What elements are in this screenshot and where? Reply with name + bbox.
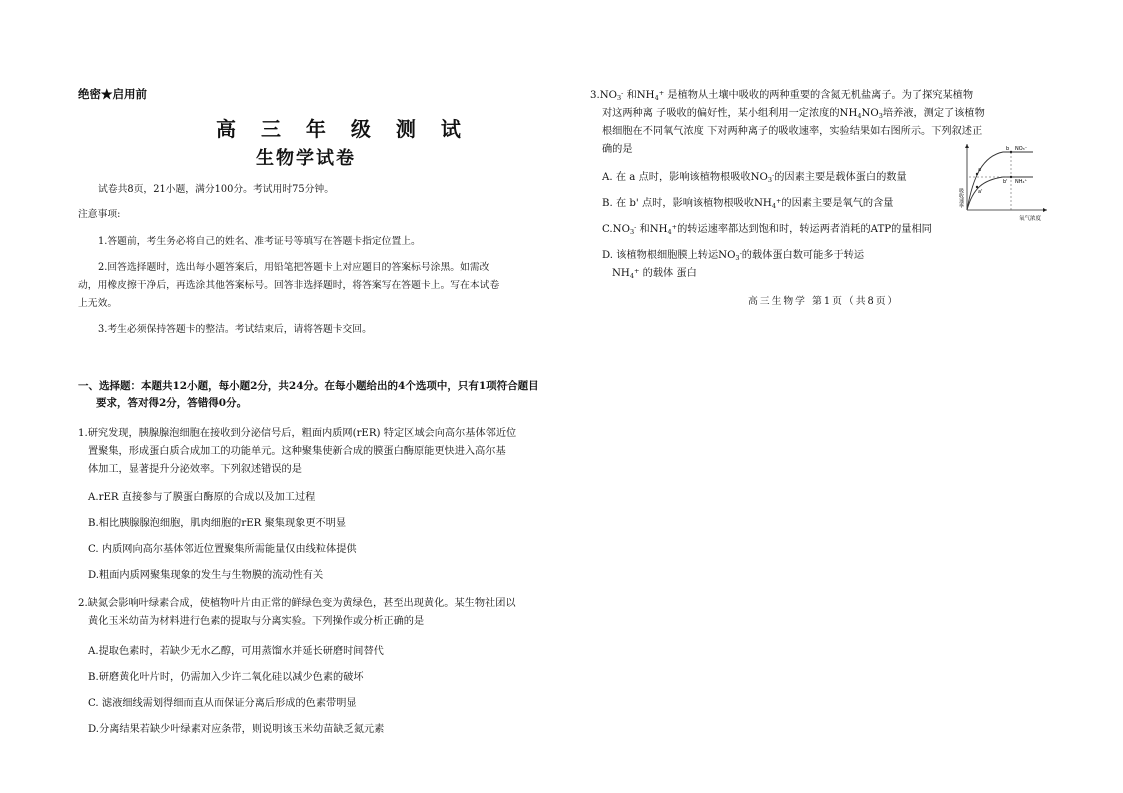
q1-stem-line-1: 1.研究发现，胰腺腺泡细胞在接收到分泌信号后，粗面内质网(rER) 特定区域会向高尔基体邻近位 <box>78 428 517 439</box>
series-label-no3: NO₃⁻ <box>1015 146 1028 152</box>
notice-item-1: 1.答题前，考生务必将自己的姓名、准考证号等填写在答题卡指定位置上。 <box>98 236 421 247</box>
q1-option-c: C. 内质网向高尔基体邻近位置聚集所需能量仅由线粒体提供 <box>88 544 357 555</box>
q3-option-c: $C.NO_3^-$ 和$NH_4^+$的转运速率都达到饱和时，转运两者消耗的ATP的量相同 <box>602 223 932 236</box>
q2-stem-line-1: 2.缺氮会影响叶绿素合成，使植物叶片由正常的鲜绿色变为黄绿色，甚至出现黄化。某生物社团以 <box>78 598 516 609</box>
point-b-prime-label: b' <box>1003 179 1008 185</box>
q3-stem-line-1: $3.NO_3^-$ 和$NH_4^+$ 是植物从土壤中吸收的两种重要的含氮无机盐离子。为了探究某植物 <box>590 89 974 102</box>
point-b-label: b <box>1006 146 1010 152</box>
q3-option-d-cont: $NH_4^+$ 的载体 蛋白 <box>612 267 697 280</box>
q1-stem-line-2: 置聚集，形成蛋白质合成加工的功能单元。这种聚集使新合成的膜蛋白酶原能更快进入高尔基 <box>88 446 506 457</box>
notice-item-2: 2.回答选择题时，选出每小题答案后，用铅笔把答题卡上对应题目的答案标号涂黑。如需改 <box>98 262 490 273</box>
point-a-prime-dot <box>976 186 978 188</box>
point-a-prime-label: a' <box>978 189 983 195</box>
q2-option-d: D.分离结果若缺少叶绿素对应条带，则说明该玉米幼苗缺乏氮元素 <box>88 724 385 735</box>
exam-title: 高 三 年 级 测 试 <box>216 117 470 141</box>
q1-stem-line-3: 体加工，显著提升分泌效率。下列叙述错误的是 <box>88 464 302 475</box>
q3-stem-line-4: 确的是 <box>602 144 633 155</box>
section-heading: 一、选择题：本题共12小题，每小题2分，共24分。在每小题给出的4个选项中，只有1项符合题目 <box>78 380 539 392</box>
x-axis-arrow <box>1043 208 1047 212</box>
q1-option-b: B.相比胰腺腺泡细胞，肌肉细胞的rER 聚集现象更不明显 <box>88 518 347 529</box>
notice-item-2-end: 上无效。 <box>78 298 118 309</box>
q3-option-b: B. 在 b' 点时，影响该植物根吸收$NH_4^+$的因素主要是氧气的含量 <box>602 197 894 210</box>
notice-item-3: 3.考生必须保持答题卡的整洁。考试结束后，请将答题卡交回。 <box>98 324 372 335</box>
q3-option-d: D. 该植物根细胞膜上转运$NO_3^-$的载体蛋白数可能多于转运 <box>602 249 865 262</box>
notice-item-2-cont: 动，用橡皮擦干净后，再选涂其他答案标号。回答非选择题时，将答案写在答题卡上。写在本试卷 <box>78 280 500 291</box>
q2-option-b: B.研磨黄化叶片时，仍需加入少许二氧化硅以减少色素的破坏 <box>88 672 364 683</box>
q2-option-c: C. 滤液细线需划得细而直从而保证分离后形成的色素带明显 <box>88 698 357 709</box>
q3-stem-line-2: 对这两种离 子吸收的偏好性，某小组利用一定浓度的$NH_4NO_3$培养液，测定了该植物 <box>602 108 985 120</box>
page-footer: 高三生物学 第1页（共8页） <box>748 296 900 307</box>
point-b-dot <box>1010 151 1012 153</box>
q3-stem-line-3: 根细胞在不同氧气浓度 下对两种离子的吸收速率，实验结果如右图所示。下列叙述正 <box>602 126 983 137</box>
exam-subtitle: 生物学试卷 <box>256 148 356 169</box>
series-label-nh4: NH₄⁺ <box>1015 179 1028 185</box>
absorption-rate-figure <box>957 140 1053 224</box>
point-a-label: a <box>978 167 982 173</box>
section-heading-cont: 要求，答对得2分，答错得0分。 <box>96 397 248 409</box>
notice-heading: 注意事项: <box>78 209 121 220</box>
figure-y-label: 吸收速率 <box>958 188 964 208</box>
exam-intro: 试卷共8页，21小题，满分100分。考试用时75分钟。 <box>98 184 335 195</box>
point-a-dot <box>976 173 978 175</box>
q1-option-a: A.rER 直接参与了膜蛋白酶原的合成以及加工过程 <box>88 492 316 503</box>
q2-stem-line-2: 黄化玉米幼苗为材料进行色素的提取与分离实验。下列操作或分析正确的是 <box>88 616 425 627</box>
point-b-prime-dot <box>1010 176 1012 178</box>
q3-option-a: A. 在 a 点时，影响该植物根吸收$NO_3^-$的因素主要是载体蛋白的数量 <box>602 171 907 184</box>
figure-x-label: 氧气浓度 <box>1019 216 1042 222</box>
confidential-label: 绝密★启用前 <box>78 87 147 101</box>
q2-option-a: A.提取色素时，若缺少无水乙醇，可用蒸馏水并延长研磨时间替代 <box>88 646 384 657</box>
q1-option-d: D.粗面内质网聚集现象的发生与生物膜的流动性有关 <box>88 570 324 581</box>
y-axis-arrow <box>965 144 969 148</box>
